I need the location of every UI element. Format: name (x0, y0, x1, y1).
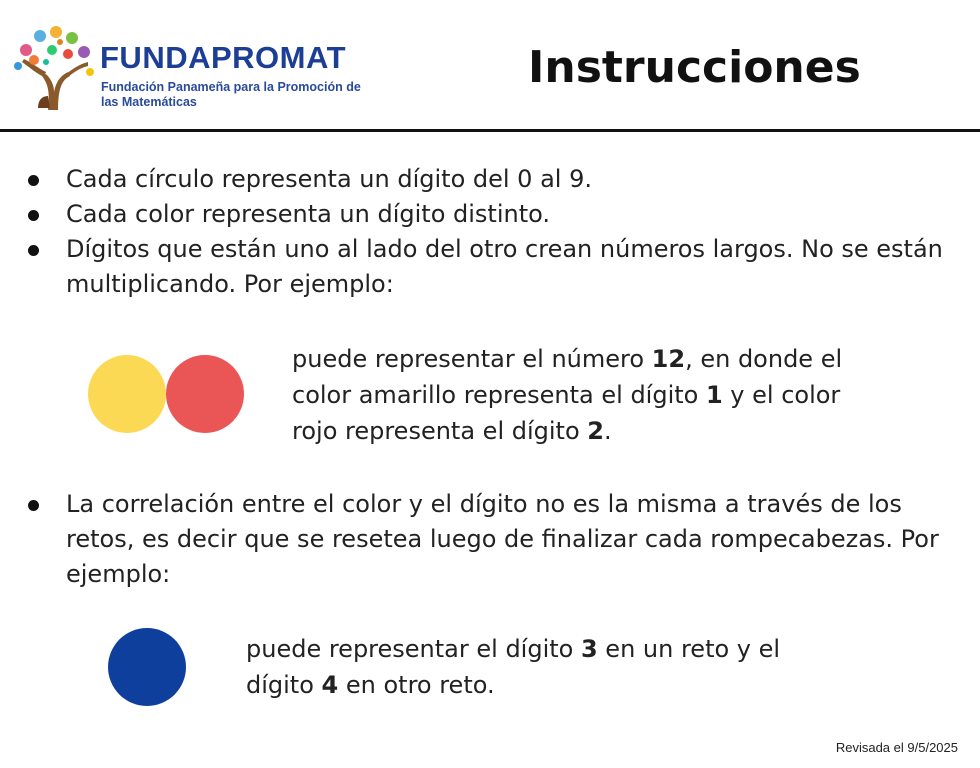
example-2-text (246, 631, 780, 703)
page-title: Instrucciones (528, 42, 861, 93)
example-2-line2-post: en otro reto. (338, 671, 495, 699)
example-1-line1-post: , en donde el (685, 345, 843, 373)
example-2-line1 (246, 631, 780, 667)
header (0, 0, 980, 132)
example-2-line2-pre: dígito (246, 671, 322, 699)
bullet-item-3: Dígitos que están uno al lado del otro crean números largos. No se están multiplicando. Por ejemplo: (66, 232, 966, 302)
blue-circle (108, 628, 186, 706)
example-2-line1-post: en un reto y el (597, 635, 781, 663)
example-1-line3-pre: rojo representa el dígito (292, 417, 588, 445)
example-2-digit-b: 4 (321, 671, 339, 699)
yellow-circle (88, 355, 166, 433)
logo-name: FUNDAPROMAT (100, 40, 347, 75)
example-1-digit-yellow: 1 (705, 381, 723, 409)
example-2-line1-pre: puede representar el dígito (246, 635, 581, 663)
revision-date: Revisada el 9/5/2025 (835, 740, 958, 755)
example-1-digit-red: 2 (587, 417, 604, 445)
example-1-line2 (292, 377, 842, 413)
example-1-text (292, 341, 842, 449)
bullet-item-4: La correlación entre el color y el dígito no es la misma a través de los retos, es decir que se resetea luego de finalizar cada rompecabezas. Por ejemplo: (66, 487, 966, 592)
example-2-digit-a: 3 (580, 635, 598, 663)
logo-subtitle-line1: Fundación Panameña para la Promoción de (101, 80, 361, 94)
example-1-line2-post: y el color (722, 381, 841, 409)
bullet-item-2: Cada color representa un dígito distinto. (66, 197, 966, 232)
example-1-line1-pre: puede representar el número (292, 345, 652, 373)
bullet-item-1: Cada círculo representa un dígito del 0 al 9. (66, 162, 966, 197)
example-1-number: 12 (651, 345, 686, 373)
logo-subtitle (101, 80, 401, 110)
example-1-line3 (292, 413, 842, 449)
tree-logo-icon (8, 22, 98, 112)
red-circle (166, 355, 244, 433)
example-1-line2-pre: color amarillo representa el dígito (292, 381, 706, 409)
logo-subtitle-line2: las Matemáticas (101, 95, 197, 109)
example-2-line2 (246, 667, 780, 703)
example-1-line1 (292, 341, 842, 377)
example-1-line3-post: . (603, 417, 612, 445)
